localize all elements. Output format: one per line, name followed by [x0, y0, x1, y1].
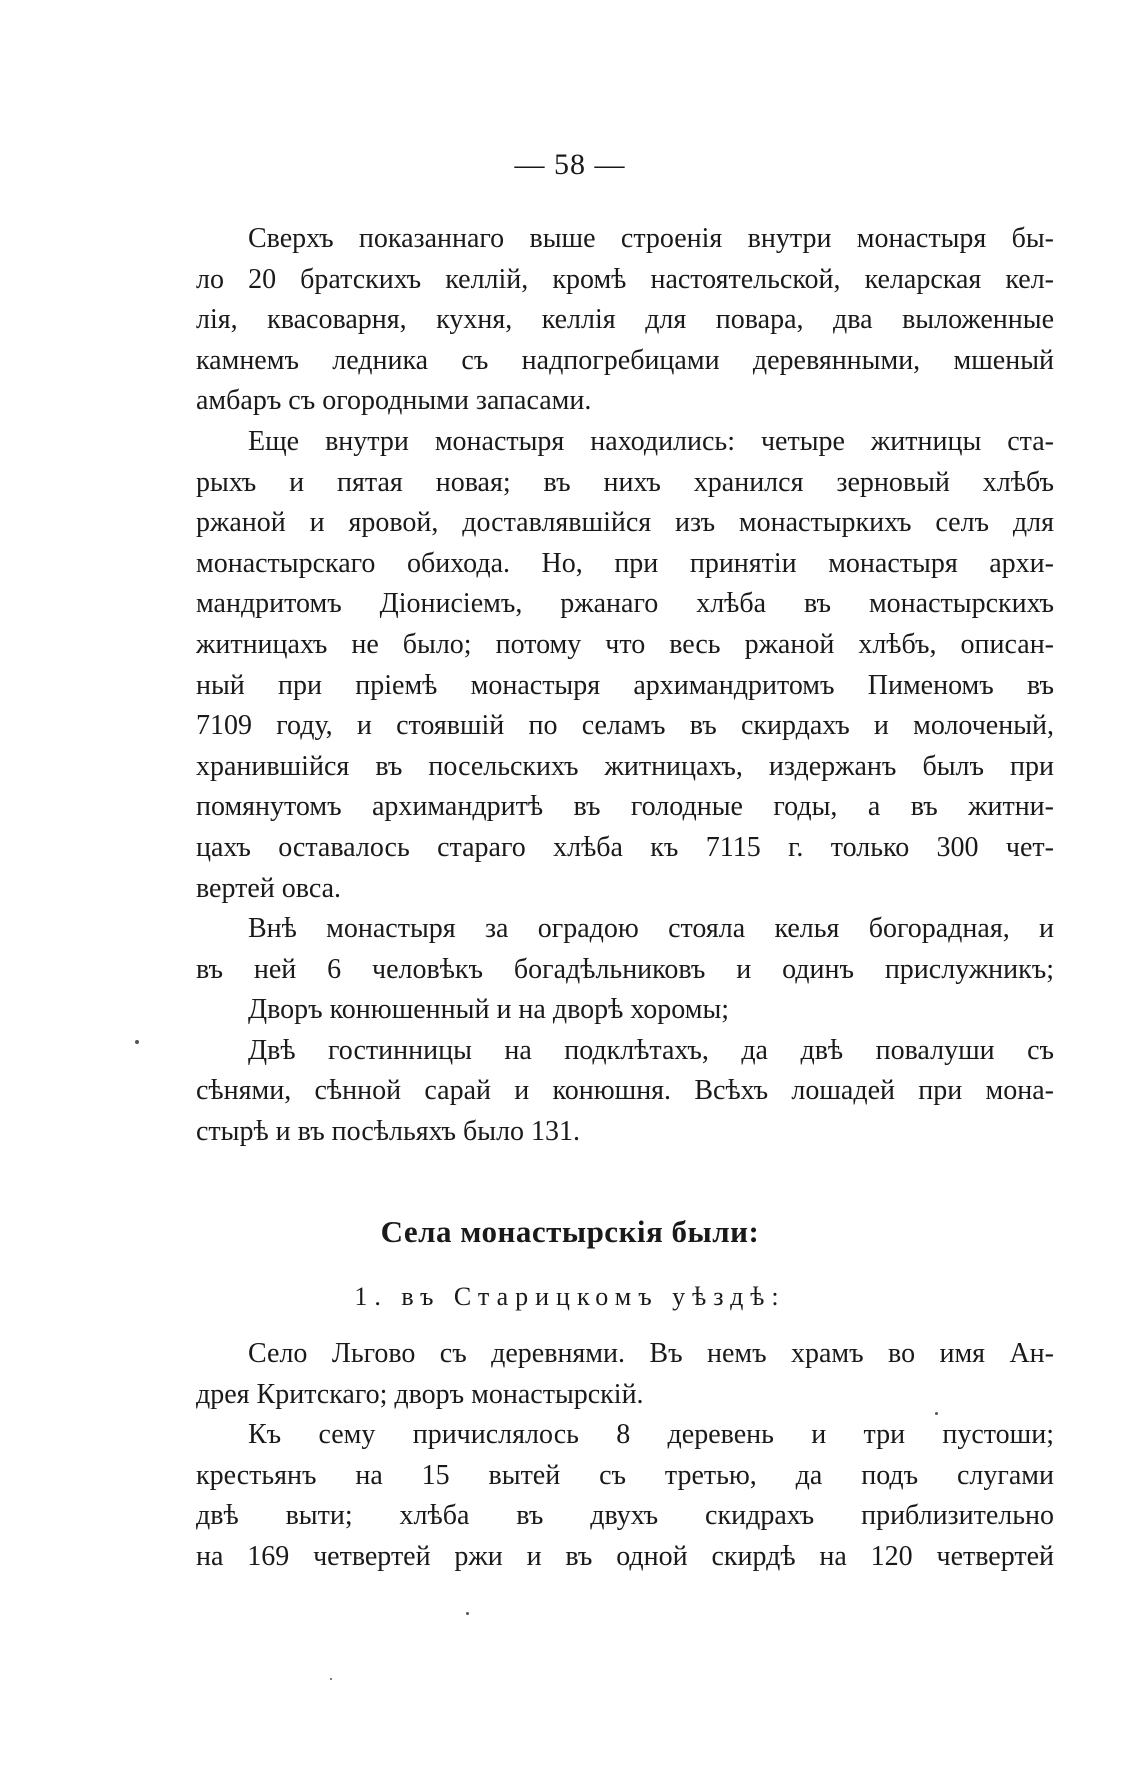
text-line: ло 20 братскихъ келлій, кромѣ настоятельской, келарская кел-: [196, 263, 1054, 295]
text-line: ный при пріемѣ монастыря архимандритомъ Пименомъ въ: [196, 669, 1054, 701]
text-line: монастырскаго обихода. Но, при принятіи монастыря архи-: [196, 547, 1054, 579]
section-text: [196, 1334, 1054, 1578]
page-number: — 58 —: [514, 148, 626, 181]
text-line: Двѣ гостинницы на подклѣтахъ, да двѣ повалуши съ: [248, 1034, 1054, 1066]
text-line: Къ сему причислялось 8 деревень и три пустоши;: [248, 1419, 1054, 1451]
text-line: мандритомъ Діонисіемъ, ржанаго хлѣба въ монастырскихъ: [196, 588, 1054, 620]
scan-speck: [935, 1412, 938, 1415]
text-line: 7109 году, и стоявшій по селамъ въ скирдахъ и молоченый,: [196, 710, 1054, 742]
text-line: Еще внутри монастыря находились: четыре житницы ста-: [248, 425, 1054, 457]
text-line: сѣнями, сѣнной сарай и конюшня. Всѣхъ лошадей при мона-: [196, 1075, 1054, 1107]
text-line: Сверхъ показаннаго выше строенія внутри монастыря бы-: [248, 223, 1054, 254]
text-line: житницахъ не было; потому что весь ржаной хлѣбъ, описан-: [196, 628, 1054, 660]
text-line: Дворъ конюшенный и на дворѣ хоромы;: [248, 994, 730, 1026]
text-line: хранившійся въ посельскихъ житницахъ, издержанъ былъ при: [196, 750, 1054, 782]
text-line: вертей овса.: [196, 872, 342, 904]
scan-speck: [135, 1040, 139, 1044]
text-line: помянутомъ архимандритѣ въ голодные годы, а въ житни-: [196, 791, 1054, 823]
text-line: рыхъ и пятая новая; въ нихъ хранился зерновый хлѣбъ: [196, 466, 1054, 498]
text-line: крестьянъ на 15 вытей съ третью, да подъ слугами: [196, 1459, 1054, 1491]
text-line: ржаной и яровой, доставлявшійся изъ монастыркихъ селъ для: [196, 507, 1054, 539]
text-line: въ ней 6 человѣкъ богадѣльниковъ и одинъ прислужникъ;: [196, 953, 1054, 985]
text-line: стырѣ и въ посѣльяхъ было 131.: [196, 1116, 581, 1148]
scan-speck: [330, 1678, 332, 1680]
text-line: цахъ оставалось стараго хлѣба къ 7115 г. только 300 чет-: [196, 831, 1054, 863]
section-heading: Села монастырскія были:: [380, 1214, 760, 1249]
text-line: двѣ выти; хлѣба въ двухъ скидрахъ приблизительно: [196, 1500, 1054, 1532]
text-line: камнемъ ледника съ надпогребицами деревянными, мшеный: [196, 344, 1054, 376]
subsection-heading: 1. въ Старицкомъ уѣздѣ:: [354, 1282, 786, 1311]
scan-speck: [466, 1612, 469, 1615]
text-line: Село Льгово съ деревнями. Въ немъ храмъ во имя Ан-: [248, 1338, 1054, 1369]
main-text: [196, 219, 1054, 1153]
text-line: лія, квасоварня, кухня, келлія для повара, два выложенные: [196, 304, 1054, 336]
text-line: дрея Критскаго; дворъ монастырскій.: [196, 1378, 644, 1410]
text-line: Внѣ монастыря за оградою стояла келья богорадная, и: [248, 913, 1054, 945]
text-line: на 169 четвертей ржи и въ одной скирдѣ на 120 четвертей: [196, 1540, 1054, 1572]
text-line: амбаръ съ огородными запасами.: [196, 385, 592, 417]
